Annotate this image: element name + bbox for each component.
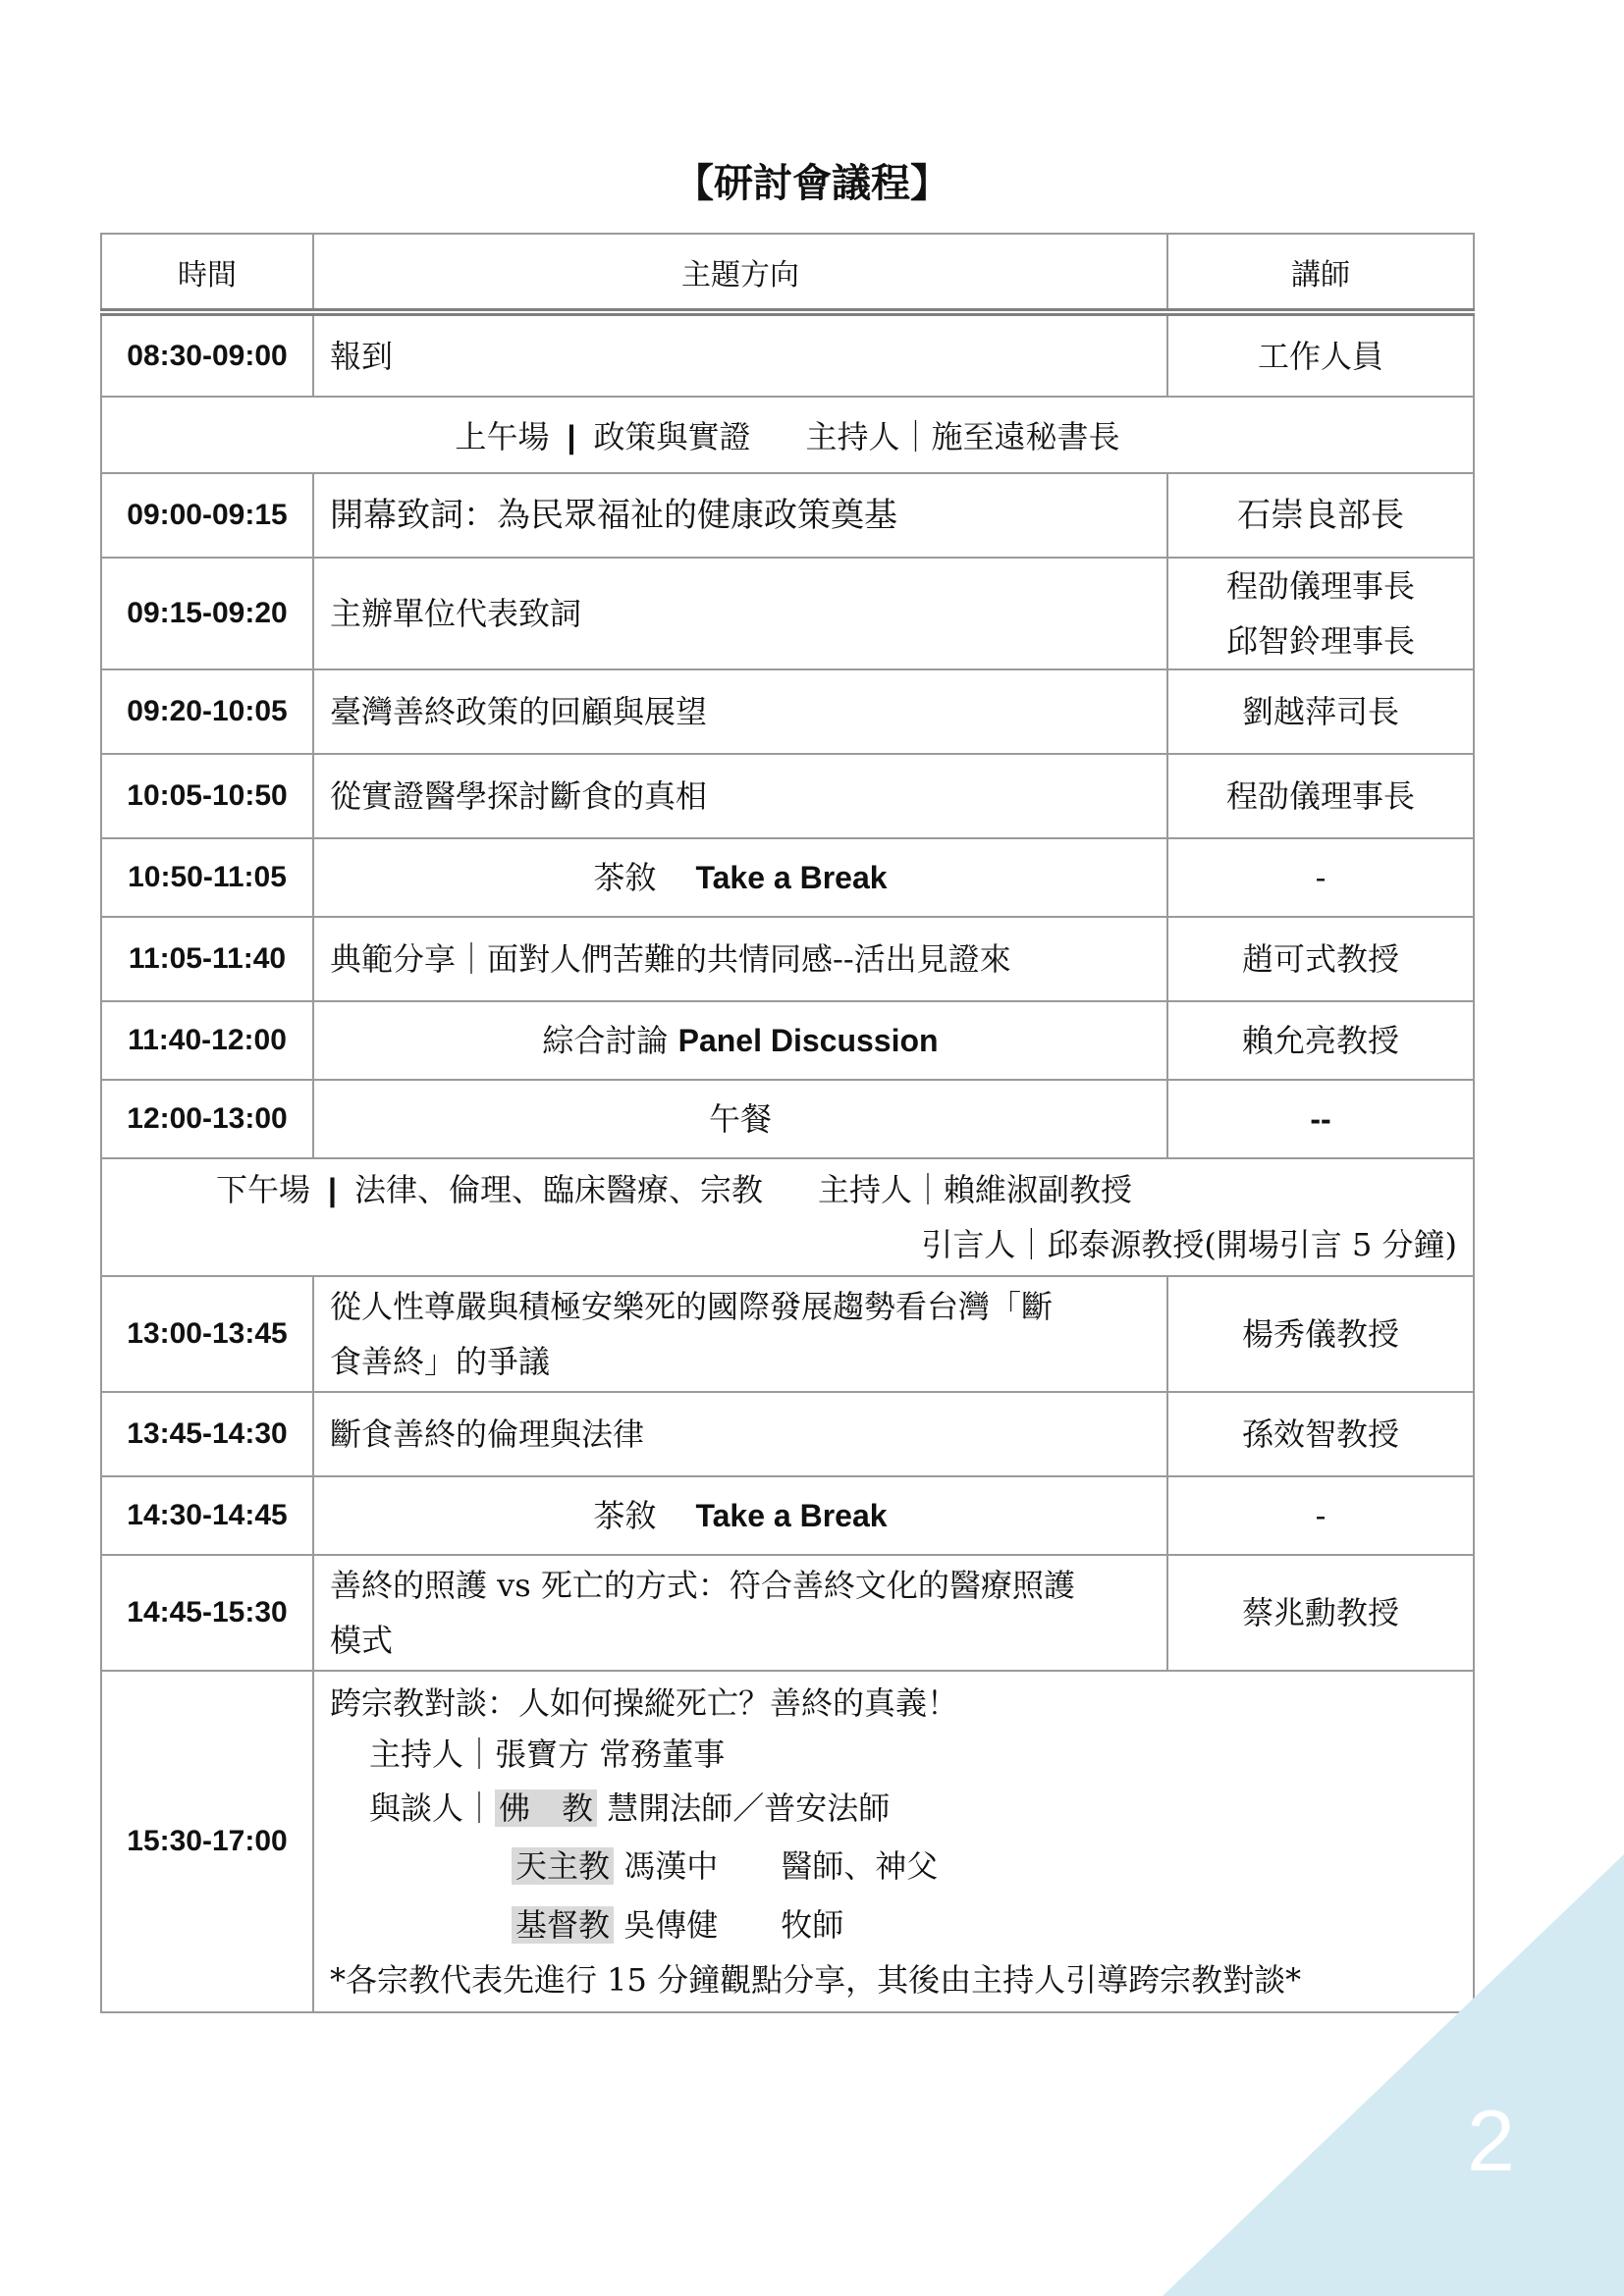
row-topic: [313, 1555, 1167, 1671]
row-speaker: 賴允亮教授: [1167, 1001, 1474, 1080]
row-time: 15:30-17:00: [101, 1671, 313, 2012]
row-topic: 斷食善終的倫理與法律: [313, 1392, 1167, 1476]
session-pm-intro: 引言人｜邱泰源教授(開場引言 5 分鐘): [921, 1226, 1457, 1263]
header-speaker: 講師: [1167, 234, 1474, 312]
row-topic: 典範分享｜面對人們苦難的共情同感--活出見證來: [313, 917, 1167, 1001]
agenda-table: [100, 233, 1475, 2013]
topic-line: 模式: [330, 1622, 394, 1659]
table-row: [101, 1276, 1474, 1392]
row-speaker: 石崇良部長: [1167, 473, 1474, 558]
forum-host-label: 主持人｜: [369, 1735, 496, 1773]
religion-tag: 佛 教: [495, 1789, 597, 1827]
table-row: [101, 838, 1474, 917]
topic-line: 從人性尊嚴與積極安樂死的國際發展趨勢看台灣「斷: [330, 1288, 1054, 1325]
row-speaker: 蔡兆勳教授: [1167, 1555, 1474, 1671]
session-am-label: 上午場: [455, 418, 550, 455]
session-pm: [101, 1158, 1474, 1276]
row-speaker: -: [1167, 838, 1474, 917]
topic-en: Take a Break: [695, 860, 888, 895]
forum-host-name: 張寶方: [495, 1735, 590, 1773]
row-topic: 從實證醫學探討斷食的真相: [313, 754, 1167, 838]
session-pm-host: 主持人｜賴維淑副教授: [817, 1171, 1132, 1208]
table-row: [101, 754, 1474, 838]
header-time: 時間: [101, 234, 313, 312]
table-row: [101, 1001, 1474, 1080]
table-row: [101, 312, 1474, 397]
row-topic: [313, 1001, 1167, 1080]
session-am-bar: |: [567, 419, 576, 454]
row-topic: 臺灣善終政策的回顧與展望: [313, 669, 1167, 754]
religion-tag: 基督教: [512, 1906, 614, 1944]
forum-panel-row: [330, 1780, 1457, 1837]
row-time: 09:15-09:20: [101, 558, 313, 669]
topic-en: Take a Break: [695, 1498, 888, 1533]
row-speaker: 楊秀儀教授: [1167, 1276, 1474, 1392]
topic-line: 善終的照護 vs 死亡的方式：符合善終文化的醫療照護: [330, 1567, 1075, 1604]
row-time: 09:20-10:05: [101, 669, 313, 754]
session-pm-theme: 法律、倫理、臨床醫療、宗教: [353, 1171, 763, 1208]
row-speaker: -: [1167, 1476, 1474, 1555]
page-title: 【研討會議程】: [675, 161, 949, 206]
session-am-theme: 政策與實證: [593, 418, 751, 455]
session-row-pm: [101, 1158, 1474, 1276]
row-topic: [313, 1276, 1167, 1392]
forum-host-role: 常務董事: [599, 1735, 726, 1773]
table-row: [101, 473, 1474, 558]
triangle-shape: [1163, 1854, 1624, 2296]
row-speaker: [1167, 558, 1474, 669]
row-topic: [313, 1476, 1167, 1555]
row-time: 13:00-13:45: [101, 1276, 313, 1392]
row-speaker: --: [1167, 1080, 1474, 1158]
forum-panel-label: 與談人｜: [369, 1789, 496, 1827]
row-time: 14:30-14:45: [101, 1476, 313, 1555]
row-topic: 報到: [313, 312, 1167, 397]
row-time: 14:45-15:30: [101, 1555, 313, 1671]
row-topic: 主辦單位代表致詞: [313, 558, 1167, 669]
page-number: 2: [1467, 2092, 1515, 2189]
session-pm-label: 下午場: [216, 1171, 311, 1208]
forum-host: [330, 1729, 1457, 1780]
row-time: 11:05-11:40: [101, 917, 313, 1001]
table-row: [101, 917, 1474, 1001]
topic-zh: 綜合討論: [542, 1022, 669, 1059]
panelist-names: 馮漢中 醫師、神父: [623, 1847, 939, 1885]
table-row: [101, 1392, 1474, 1476]
table-row: [101, 558, 1474, 669]
topic-line: 食善終」的爭議: [330, 1343, 551, 1380]
row-topic: [313, 838, 1167, 917]
row-topic: 開幕致詞：為民眾福祉的健康政策奠基: [313, 473, 1167, 558]
forum-title: 跨宗教對談：人如何操縱死亡？善終的真義！: [330, 1684, 959, 1722]
table-row: [101, 1080, 1474, 1158]
topic-en: Panel Discussion: [677, 1023, 939, 1058]
session-row-am: [101, 397, 1474, 473]
row-speaker: 劉越萍司長: [1167, 669, 1474, 754]
decorative-triangle: [1163, 1854, 1624, 2296]
session-pm-bar: |: [328, 1172, 337, 1207]
row-time: 09:00-09:15: [101, 473, 313, 558]
topic-zh: 茶敘: [593, 1497, 657, 1534]
row-topic: 午餐: [313, 1080, 1167, 1158]
table-row: [101, 1555, 1474, 1671]
session-am-host: 主持人｜施至遠秘書長: [805, 418, 1120, 455]
table-header-row: [101, 234, 1474, 312]
panelist-names: 吳傳健 牧師: [623, 1906, 844, 1944]
religion-tag: 天主教: [512, 1847, 614, 1885]
panelist-names: 慧開法師／普安法師: [607, 1789, 891, 1827]
row-time: 13:45-14:30: [101, 1392, 313, 1476]
row-speaker: 趙可式教授: [1167, 917, 1474, 1001]
row-speaker: 程劭儀理事長: [1167, 754, 1474, 838]
table-row: [101, 669, 1474, 754]
table-row: [101, 1476, 1474, 1555]
row-time: 10:50-11:05: [101, 838, 313, 917]
session-am: [101, 397, 1474, 473]
row-speaker: 工作人員: [1167, 312, 1474, 397]
forum-note: *各宗教代表先進行 15 分鐘觀點分享，其後由主持人引導跨宗教對談*: [330, 1961, 1302, 1999]
row-speaker: 孫效智教授: [1167, 1392, 1474, 1476]
header-topic: 主題方向: [313, 234, 1167, 312]
row-time: 10:05-10:50: [101, 754, 313, 838]
speaker-line: 程劭儀理事長: [1225, 567, 1415, 605]
speaker-line: 邱智鈴理事長: [1225, 622, 1415, 660]
row-time: 08:30-09:00: [101, 312, 313, 397]
row-time: 11:40-12:00: [101, 1001, 313, 1080]
row-time: 12:00-13:00: [101, 1080, 313, 1158]
topic-zh: 茶敘: [593, 859, 657, 896]
